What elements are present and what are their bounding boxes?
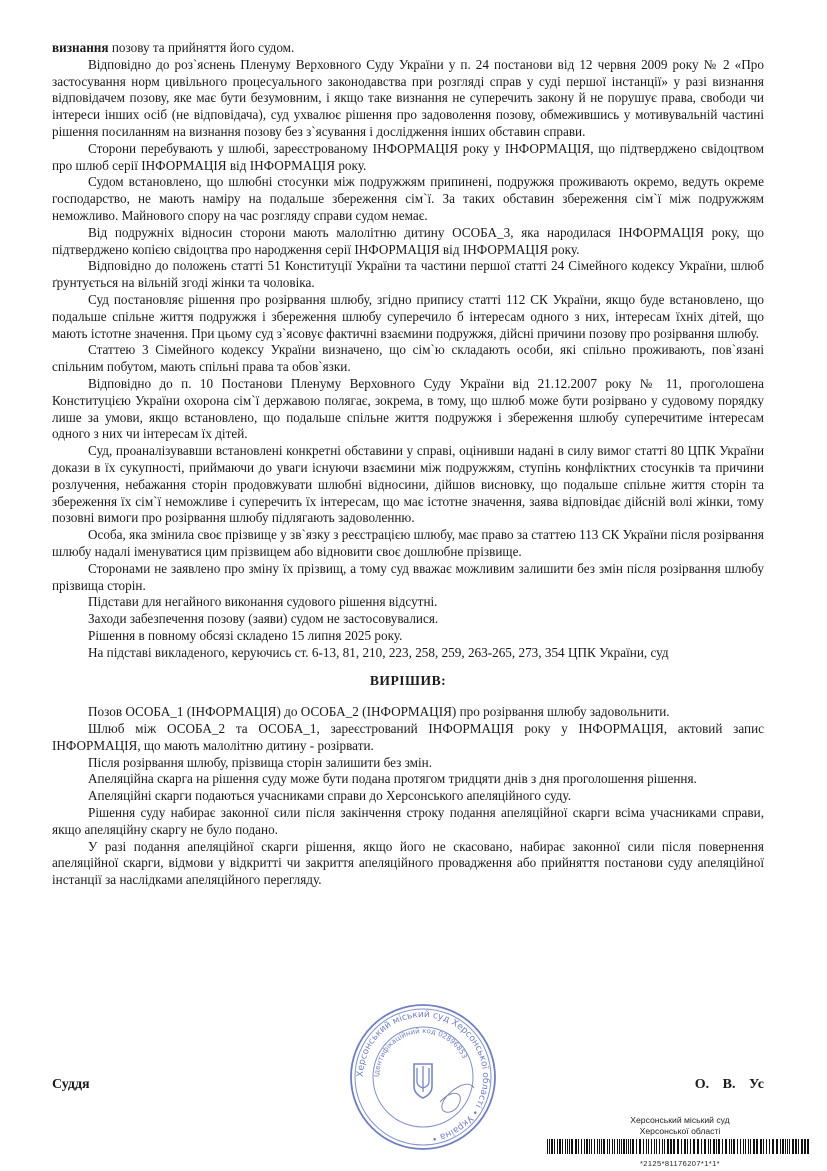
barcode-bar [733, 1139, 735, 1154]
footer-court-region: Херсонської області [639, 1126, 721, 1136]
paragraph: Судом встановлено, що шлюбні стосунки між подружжям припинені, подружжя проживають окремо, ведуть окреме господарство, не мають наміру на подальше збереження сім`ї. За таких обставин збереження сім`ї між подружжям неможливо. Майнового спору на час розгляду справи судом немає. [52, 174, 764, 223]
barcode-bar [575, 1139, 577, 1154]
barcode-code: *2125*81176207*1*1* [639, 1159, 721, 1168]
barcode-bar [639, 1139, 641, 1154]
barcode-bar [594, 1139, 595, 1154]
barcode-bar [710, 1139, 711, 1154]
barcode-bar [612, 1139, 613, 1154]
paragraph: Суд, проаналізувавши встановлені конкретні обставини у справі, оцінивши надані в силу вимог статті 80 ЦПК України докази в їх сукупності, приймаючи до уваги існуючи взаємини між подружжям, ступінь конфліктних стосунків та причини розлучення, небажання сторін продовжувати шлюбні відносини, дійшов висновку, що подальше спільне життя сторін та збереження їх сім`ї неможливе і суперечить їх інтересам, що має істотне значення, заява відповідає дійсній волі жінки, тому позовні вимоги про розірвання шлюбу підлягають задоволенню. [52, 443, 764, 526]
barcode-bar [684, 1139, 686, 1154]
barcode-bar [554, 1139, 555, 1154]
barcode-bar [614, 1139, 615, 1154]
paragraph: Позов ОСОБА_1 (ІНФОРМАЦІЯ) до ОСОБА_2 (ІНФОРМАЦІЯ) про розірвання шлюбу задовольнити. [88, 704, 670, 720]
barcode-bar [551, 1139, 553, 1154]
barcode-bar [623, 1139, 625, 1154]
barcode-bar [617, 1139, 618, 1154]
barcode-bar [581, 1139, 582, 1154]
barcode-bar [632, 1139, 634, 1154]
barcode-bar [687, 1139, 688, 1154]
barcode-bar [643, 1139, 644, 1154]
barcode-bar [659, 1139, 660, 1154]
barcode-bar [589, 1139, 590, 1154]
barcode-bar [716, 1139, 717, 1154]
paragraph: Заходи забезпечення позову (заяви) судом не застосовувалися. [88, 611, 439, 627]
barcode-bar [722, 1139, 723, 1154]
barcode-bar [789, 1139, 790, 1154]
barcode-bar [648, 1139, 649, 1154]
barcode-bar [626, 1139, 627, 1154]
barcode-bar [562, 1139, 563, 1154]
paragraph: Суд постановляє рішення про розірвання шлюбу, згідно припису статті 112 СК України, якщо буде встановлено, що подальше спільне життя подружжя і збереження шлюбу суперечило б інтересам одного з них, інтересам їхніх дітей, що мають істотне значення. При цьому суд з`ясовує фактичні взаємини подружжя, дійсні причини позову про розірвання шлюбу. [52, 291, 764, 341]
paragraph: Підстави для негайного виконання судового рішення відсутні. [88, 594, 438, 610]
barcode-bar [630, 1139, 631, 1154]
barcode-bar [664, 1139, 665, 1154]
barcode-bar [740, 1139, 741, 1154]
barcode-bar [670, 1139, 672, 1154]
barcode-bar [607, 1139, 608, 1154]
barcode-bar [578, 1139, 579, 1154]
barcode-bar [769, 1139, 770, 1154]
seal-inner-text: Ідентифікаційний код 02896853 [372, 1026, 469, 1078]
barcode-bar [756, 1139, 758, 1154]
seal-outer-text: Херсонський міський суд Херсонської області • Україна • [355, 1009, 491, 1144]
barcode-bar [586, 1139, 588, 1154]
barcode-bar [547, 1139, 548, 1154]
barcode-bar [646, 1139, 647, 1154]
bold-lead: визнання [52, 40, 109, 55]
barcode-bar [782, 1139, 784, 1154]
paragraph: Відповідно до положень статті 51 Конституції України та частини першої статті 24 Сімейного кодексу України, шлюб ґрунтується на вільній згоді жінки та чоловіка. [52, 258, 764, 291]
paragraph: Рішення в повному обсязі складено 15 липня 2025 року. [88, 627, 403, 643]
barcode-bar [601, 1139, 602, 1154]
barcode-bar [603, 1139, 605, 1154]
barcode-bar [599, 1139, 600, 1154]
paragraph: Відповідно до роз`яснень Пленуму Верховного Суду України у п. 24 постанови від 12 червня 2009 року № 2 «Про застосування норм цивільного процесуального законодавства при розгляді справ у суді першої інстанції» у разі визнання відповідачем позову, яке має бути безумовним, і якщо таке визнання не суперечить закону й не порушує права, свободи чи інтереси інших осіб (не відповідача), суд ухвалює рішення про задоволення позову, обмежившись у мотивувальній частині рішення посиланням на визнання позову без з`ясування і дослідження інших обставин справи. [52, 56, 764, 139]
barcode-bar [713, 1139, 715, 1154]
barcode-bar [549, 1139, 550, 1154]
barcode-bar [609, 1139, 610, 1154]
paragraph: Шлюб між ОСОБА_2 та ОСОБА_1, зареєстрований ІНФОРМАЦІЯ року у ІНФОРМАЦІЯ, актовий запис ІНФОРМАЦІЯ, що мають малолітню дитину - розірвати. [52, 721, 764, 753]
barcode-bar [801, 1139, 803, 1154]
paragraph [52, 40, 764, 57]
barcode-bar [785, 1139, 786, 1154]
judge-label: Суддя [52, 1077, 90, 1092]
paragraph: Відповідно до п. 10 Постанови Пленуму Верховного Суду України від 21.12.2007 року № 11, проголошена Конституцією України охорона сім`ї державою полягає, зокрема, в тому, що шлюб може бути розірвано у судовому порядку лише за умови, якщо встановлено, що подальше спільне життя подружжя і збереження шлюбу суперечитиме інтересам одного з них чи інтересам їх дітей. [52, 375, 764, 442]
barcode-bar [750, 1139, 751, 1154]
paragraph: Апеляційна скарга на рішення суду може бути подана протягом тридцяти днів з дня проголошення рішення. [88, 771, 697, 787]
barcode-bar [662, 1139, 663, 1154]
barcode-bar [651, 1139, 652, 1154]
signature-scribble [440, 1084, 474, 1112]
paragraph: Рішення суду набирає законної сили після закінчення строку подання апеляційної скарги всіма учасниками справи, якщо апеляційну скаргу не було подано. [52, 805, 764, 837]
paragraph: Особа, яка змінила своє прізвище у зв`язку з реєстрацією шлюбу, має право за статтею 113 СК України після розірвання шлюбу надалі іменуватися цим прізвищем або відновити своє дошлюбне прізвище. [52, 527, 764, 559]
barcode-bar [748, 1139, 749, 1154]
barcode-bar [569, 1139, 570, 1154]
barcode-bar [804, 1139, 806, 1154]
barcode-bar [701, 1139, 702, 1154]
paragraph-text: позову та прийняття його судом. [108, 40, 295, 55]
barcode-bar [792, 1139, 794, 1154]
barcode-bar [798, 1139, 799, 1154]
barcode-bar [571, 1139, 573, 1154]
barcode-bar [807, 1139, 809, 1154]
paragraph: На підставі викладеного, керуючись ст. 6-13, 81, 210, 223, 258, 259, 263-265, 273, 354 ЦПК України, суд [88, 644, 669, 660]
barcode-bar [745, 1139, 746, 1154]
barcode-bar [567, 1139, 568, 1154]
document-body [52, 40, 764, 889]
judge-name: О. В. Ус [694, 1077, 764, 1092]
barcode-bar [760, 1139, 762, 1154]
barcode-bar [729, 1139, 730, 1154]
barcode-bar [776, 1139, 778, 1154]
paragraph: Статтею 3 Сімейного кодексу України визначено, що сім`ю складають особи, які спільно проживають, пов`язані спільним побутом, мають спільні права та обов`язки. [52, 342, 764, 375]
trident-emblem-icon [414, 1064, 432, 1098]
barcode-icon [545, 1139, 815, 1154]
decision-heading: ВИРІШИВ: [369, 673, 447, 689]
barcode-bar [597, 1139, 598, 1154]
footer-court-name: Херсонський міський суд [630, 1115, 730, 1125]
barcode-bar [697, 1139, 699, 1154]
barcode-bar [654, 1139, 655, 1154]
barcode-bar [673, 1139, 675, 1154]
barcode-bar [772, 1139, 774, 1154]
barcode-bar [677, 1139, 679, 1154]
barcode-bar [787, 1139, 788, 1154]
barcode-bar [591, 1139, 592, 1154]
barcode-bar [557, 1139, 558, 1154]
barcode-bar [690, 1139, 691, 1154]
barcode-bar [737, 1139, 738, 1154]
barcode-bar [753, 1139, 755, 1154]
barcode-bar [731, 1139, 732, 1154]
paragraph: Від подружніх відносин сторони мають малолітню дитину ОСОБА_3, яка народилася ІНФОРМАЦІЯ року, що підтверджено копією свідоцтва про народження серії ІНФОРМАЦІЯ від ІНФОРМАЦІЯ року. [52, 224, 764, 257]
registry-footer [545, 1115, 815, 1168]
barcode-bar [725, 1139, 727, 1154]
barcode-bar [565, 1139, 566, 1154]
paragraph: Сторони перебувають у шлюбі, зареєстрованому ІНФОРМАЦІЯ року у ІНФОРМАЦІЯ, що підтверджено свідоцтвом про шлюб серії ІНФОРМАЦІЯ від ІНФОРМАЦІЯ року. [52, 140, 764, 173]
barcode-bar [704, 1139, 706, 1154]
barcode-bar [559, 1139, 561, 1154]
paragraph: Після розірвання шлюбу, прізвища сторін залишити без змін. [88, 754, 433, 770]
barcode-bar [619, 1139, 620, 1154]
barcode-bar [636, 1139, 637, 1154]
barcode-bar [681, 1139, 682, 1154]
barcode-bar [795, 1139, 797, 1154]
barcode-bar [656, 1139, 657, 1154]
barcode-bar [780, 1139, 781, 1154]
barcode-bar [718, 1139, 720, 1154]
barcode-bar [628, 1139, 629, 1154]
barcode-bar [708, 1139, 709, 1154]
court-seal [348, 1002, 498, 1152]
barcode-bar [766, 1139, 767, 1154]
barcode-bar [763, 1139, 764, 1154]
barcode-bar [693, 1139, 695, 1154]
barcode-bar [621, 1139, 622, 1154]
paragraph: Апеляційні скарги подаються учасниками справи до Херсонського апеляційного суду. [88, 788, 572, 804]
svg-text:Ідентифікаційний код 02896853 [373, 1027, 469, 1077]
paragraph: У разі подання апеляційної скарги рішення, якщо його не скасовано, набирає законної сили після повернення апеляційної скарги, відмови у відкритті чи закриття апеляційного провадження або прийняття постанови суду апеляційної інстанції за наслідками апеляційного перегляду. [52, 838, 764, 888]
barcode-bar [743, 1139, 744, 1154]
barcode-bar [667, 1139, 669, 1154]
paragraph: Сторонами не заявлено про зміну їх прізвищ, а тому суд вважає можливим залишити без змін після розірвання шлюбу прізвища сторін. [52, 560, 764, 593]
barcode-bar [584, 1139, 585, 1154]
